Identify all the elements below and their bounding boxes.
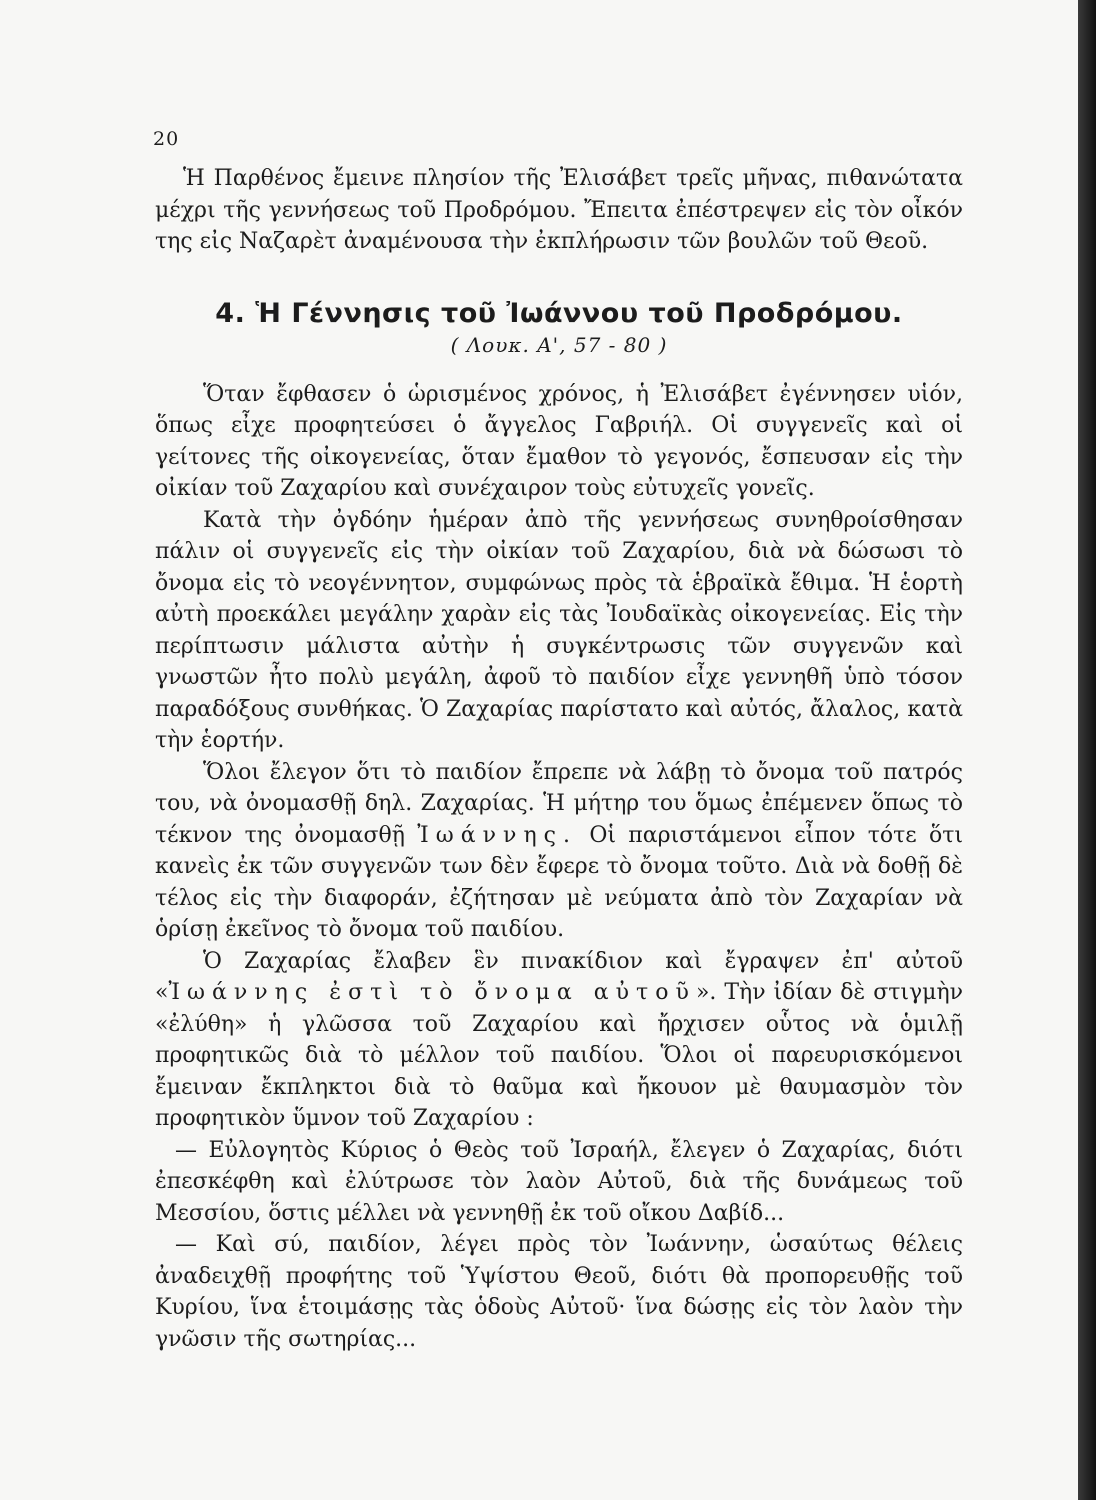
paragraph-4-text-a: Ὁ Ζαχαρίας ἔλαβεν ἓν πινακίδιον καὶ ἔγραψεν ἐπ' αὐτοῦ « [155, 948, 963, 1005]
paragraph-3-text-a: Ὅλοι ἔλεγον ὅτι τὸ παιδίον ἔπρεπε νὰ λάβῃ τὸ ὄνομα τοῦ πατρός του, νὰ ὀνομασθῇ δηλ. Ζαχαρίας. Ἡ μήτηρ του ὅμως ἐπέμενεν ὅπως τὸ τέκνον της ὀνομασθῇ [155, 759, 963, 848]
paragraph-4 [155, 946, 963, 1135]
paragraph-2: Κατὰ τὴν ὀγδόην ἡμέραν ἀπὸ τῆς γεννήσεως συνηθροίσθησαν πάλιν οἱ συγγενεῖς εἰς τὴν οἰκίαν τοῦ Ζαχαρίου, διὰ νὰ δώσωσι τὸ ὄνομα εἰς τὸ νεογέννητον, συμφώνως πρὸς τὰ ἑβραϊκὰ ἔθιμα. Ἡ ἑορτὴ αὐτὴ προεκάλει μεγάλην χαρὰν εἰς τὰς Ἰουδαϊκὰς οἰκογενείας. Εἰς τὴν περίπτωσιν μάλιστα αὐτὴν ἡ συγκέντρωσις τῶν συγγενῶν καὶ γνωστῶν ἦτο πολὺ μεγάλη, ἀφοῦ τὸ παιδίον εἶχε γεννηθῆ ὑπὸ τόσον παραδόξους συνθήκας. Ὁ Ζαχαρίας παρίστατο καὶ αὐτός, ἄλαλος, κατὰ τὴν ἑορτήν. [155, 507, 963, 753]
scripture-reference: ( Λουκ. Α', 57 - 80 ) [450, 332, 668, 357]
intro-paragraph: Ἡ Παρθένος ἔμεινε πλησίον τῆς Ἐλισάβετ τρεῖς μῆνας, πιθανώτατα μέχρι τῆς γεννήσεως τοῦ Προδρόμου. Ἔπειτα ἐπέστρεψεν εἰς τὸν οἶκόν της εἰς Ναζαρὲτ ἀναμένουσα τὴν ἐκπλήρωσιν τῶν βουλῶν τοῦ Θεοῦ. [155, 166, 963, 254]
paragraph-6: — Καὶ σύ, παιδίον, λέγει πρὸς τὸν Ἰωάννην, ὡσαύτως θέλεις ἀναδειχθῇ προφήτης τοῦ Ὑψίστου Θεοῦ, διότι θὰ προπορευθῇς τοῦ Κυρίου, ἵνα ἑτοιμάσῃς τὰς ὁδοὺς Αὐτοῦ· ἵνα δώσῃς εἰς τὸν λαὸν τὴν γνῶσιν τῆς σωτηρίας... [155, 1232, 963, 1352]
paragraph-4-spaced-quote: Ἰωάννης ἐστὶ τὸ ὄνομα αὐτοῦ [168, 980, 696, 1005]
section-heading: 4. Ἡ Γέννησις τοῦ Ἰωάννου τοῦ Προδρόμου. [215, 297, 903, 329]
paragraph-3-spaced-name: Ἰωάννης. [417, 822, 578, 848]
paragraph-1: Ὅταν ἔφθασεν ὁ ὡρισμένος χρόνος, ἡ Ἐλισάβετ ἐγέννησεν υἱόν, ὅπως εἶχε προφητεύσει ὁ ἄγγελος Γαβριήλ. Οἱ συγγενεῖς καὶ οἱ γείτονες τῆς οἰκογενείας, ὅταν ἔμαθον τὸ γεγονός, ἔσπευσαν εἰς τὴν οἰκίαν τοῦ Ζαχαρίου καὶ συνέχαιρον τοὺς εὐτυχεῖς γονεῖς. [155, 381, 963, 501]
paragraph-3-text-b: Οἱ παριστάμενοι εἶπον τότε ὅτι κανεὶς ἐκ τῶν συγγενῶν των δὲν ἔφερε τὸ ὄνομα τοῦτο. Διὰ νὰ δοθῇ δὲ τέλος εἰς τὴν διαφοράν, ἐζήτησαν μὲ νεύματα ἀπὸ τὸν Ζαχαρίαν νὰ ὁρίσῃ ἐκεῖνος τὸ ὄνομα τοῦ παιδίου. [155, 822, 964, 942]
paragraph-5: — Εὐλογητὸς Κύριος ὁ Θεὸς τοῦ Ἰσραήλ, ἔλεγεν ὁ Ζαχαρίας, διότι ἐπεσκέφθη καὶ ἐλύτρωσε τὸν λαὸν Αὐτοῦ, διὰ τῆς δυνάμεως τοῦ Μεσσίου, ὅστις μέλλει νὰ γεννηθῇ ἐκ τοῦ οἴκου Δαβίδ... [155, 1137, 963, 1226]
page-edge-shadow [1078, 0, 1096, 1500]
page-number: 20 [153, 128, 180, 150]
paragraph-4-text-b: ». Τὴν ἰδίαν δὲ στιγμὴν «ἐλύθη» ἡ γλῶσσα τοῦ Ζαχαρίου καὶ ἤρχισεν οὗτος νὰ ὁμιλῇ προφητικῶς διὰ τὸ μέλλον τοῦ παιδίου. Ὅλοι οἱ παρευρισκόμενοι ἔμειναν ἔκπληκτοι διὰ τὸ θαῦμα καὶ ἤκουον μὲ θαυμασμὸν τὸν προφητικὸν ὕμνον τοῦ Ζαχαρίου : [155, 980, 964, 1131]
page-body [155, 163, 963, 1355]
paragraph-3 [155, 757, 963, 946]
